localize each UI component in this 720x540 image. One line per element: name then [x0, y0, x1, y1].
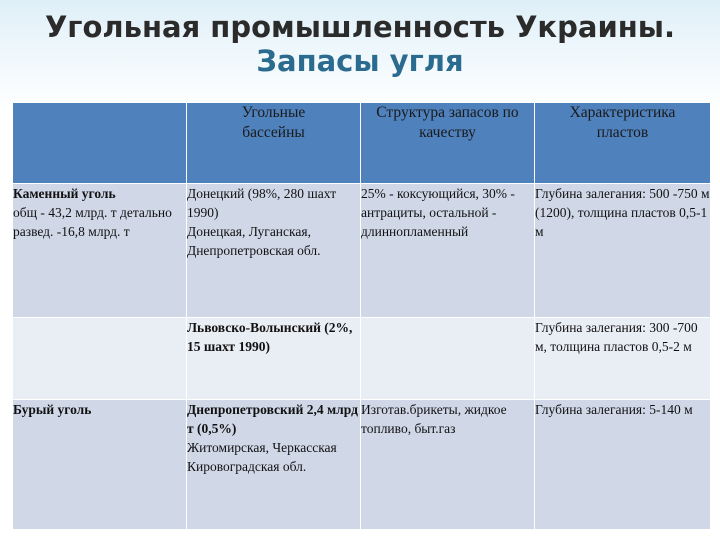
quality-cell: 25% - коксующийся, 30% - антрациты, остальной - длиннопламенный [361, 184, 535, 318]
coal-type-cell [13, 400, 187, 530]
layers-cell: Глубина залегания: 500 -750 м (1200), толщина пластов 0,5-1 м [535, 184, 711, 318]
quality-cell: Изготав.брикеты, жидкое топливо, быт.газ [361, 400, 535, 530]
header-cell-layers: Характеристика пластов [535, 103, 711, 184]
table-header-row [13, 103, 711, 184]
basin-details: Житомирская, Черкасская Кировоградская обл. [187, 440, 337, 474]
basin-title: Днепропетровский 2,4 млрд т (0,5%) [187, 402, 358, 436]
slide-title [0, 10, 720, 78]
header-cell-empty [13, 103, 187, 184]
layers-cell: Глубина залегания: 5-140 м [535, 400, 711, 530]
layers-cell: Глубина залегания: 300 -700 м, толщина пластов 0,5-2 м [535, 318, 711, 400]
basin-cell [187, 318, 361, 400]
title-line-1: Угольная промышленность Украины. [44, 10, 676, 44]
basin-title: Львовско-Волынский (2%, 15 шахт 1990) [187, 320, 353, 354]
header-cell-quality: Структура запасов по качеству [361, 103, 535, 184]
coal-type-title: Каменный уголь [13, 186, 116, 201]
basin-cell [187, 400, 361, 530]
title-line-2: Запасы угля [256, 44, 464, 79]
coal-type-cell [13, 318, 187, 400]
basin-details: Донецкая, Луганская, Днепропетровская обл. [187, 224, 321, 258]
coal-type-details: общ - 43,2 млрд. т детально развед. -16,8 млрд. т [13, 205, 172, 239]
coal-type-title: Бурый уголь [13, 402, 92, 417]
table-row [13, 318, 711, 400]
coal-type-cell [13, 184, 187, 318]
quality-cell [361, 318, 535, 400]
header-cell-basins: Угольные бассейны [187, 103, 361, 184]
basin-cell [187, 184, 361, 318]
basin-title: Донецкий (98%, 280 шахт 1990) [187, 186, 337, 220]
table-row [13, 184, 711, 318]
table-row [13, 400, 711, 530]
coal-reserves-table [12, 102, 711, 530]
